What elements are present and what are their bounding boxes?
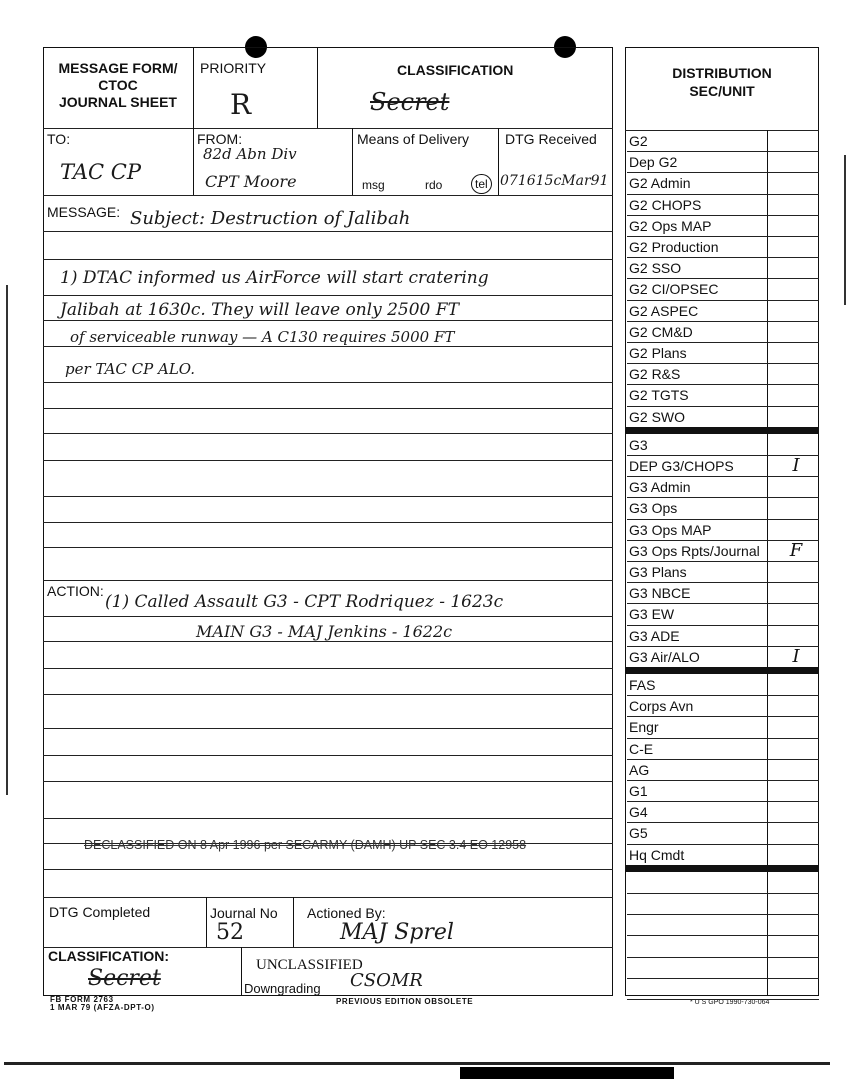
distribution-unit-name: G3 Ops Rpts/Journal — [629, 542, 760, 559]
distribution-unit-name: G2 Ops MAP — [629, 217, 712, 234]
classification-label: CLASSIFICATION — [397, 62, 514, 78]
distribution-unit-name: G2 Plans — [629, 345, 687, 361]
dtg-received-label: DTG Received — [505, 131, 597, 147]
from-label: FROM: — [197, 131, 243, 147]
distribution-row — [627, 647, 819, 668]
distribution-row — [627, 781, 819, 802]
action-label: ACTION: — [47, 583, 104, 599]
journal-no-value: 52 — [216, 920, 244, 945]
distribution-unit-name: G3 NBCE — [629, 585, 691, 602]
distribution-unit-name: G3 Plans — [629, 564, 687, 580]
dtg-completed-label: DTG Completed — [49, 904, 151, 920]
distribution-unit-name: Engr — [629, 719, 659, 736]
scan-edge-line — [4, 1062, 830, 1065]
distribution-row — [627, 152, 819, 173]
distribution-unit-name: FAS — [629, 677, 656, 693]
message-subject: Subject: Destruction of Jalibah — [130, 208, 411, 229]
dtg-received-value: 071615cMar91 — [500, 173, 609, 189]
distribution-unit-name: G3 EW — [629, 606, 675, 623]
distribution-row — [627, 173, 819, 194]
distribution-unit-name: G3 — [629, 436, 648, 453]
footer-classification-value: Secret — [88, 966, 161, 991]
action-line-2: MAIN G3 - MAJ Jenkins - 1622c — [196, 622, 453, 641]
distribution-unit-name: G3 Air/ALO — [629, 648, 700, 665]
distribution-row — [627, 604, 819, 625]
priority-value: R — [230, 88, 252, 121]
distribution-row — [627, 739, 819, 760]
message-line-1: 1) DTAC informed us AirForce will start cratering — [60, 268, 489, 288]
classification-value: Secret — [370, 88, 450, 116]
distribution-row — [627, 322, 819, 343]
distribution-row — [627, 301, 819, 322]
distribution-unit-name: Corps Avn — [629, 698, 694, 715]
to-label: TO: — [47, 131, 71, 147]
distribution-unit-name: G2 Admin — [629, 175, 691, 192]
form-number: FB FORM 2763 1 MAR 79 (AFZA-DPT-O) — [50, 995, 155, 1012]
means-option-rdo: rdo — [425, 178, 443, 192]
distribution-row — [627, 279, 819, 300]
distribution-unit-name: G2 R&S — [629, 366, 681, 383]
footer-classification-label: CLASSIFICATION: — [48, 948, 170, 964]
distribution-row — [627, 364, 819, 385]
scan-right-mark — [844, 155, 846, 305]
previous-edition-note: PREVIOUS EDITION OBSOLETE — [336, 997, 474, 1006]
scan-left-mark — [6, 285, 8, 795]
action-line-1: (1) Called Assault G3 - CPT Rodriquez - 1623c — [105, 592, 504, 612]
actioned-by-signature: MAJ Sprel — [340, 920, 454, 945]
distribution-group-divider — [625, 427, 819, 434]
distribution-row — [627, 541, 819, 562]
distribution-row — [627, 237, 819, 258]
distribution-unit-name: G2 Production — [629, 239, 719, 255]
distribution-unit-name: G2 SWO — [629, 408, 686, 425]
distribution-row — [627, 802, 819, 823]
distribution-unit-name: G2 CHOPS — [629, 196, 702, 213]
distribution-group-divider — [625, 865, 819, 872]
distribution-unit-name: G3 Ops MAP — [629, 521, 712, 538]
distribution-row — [627, 343, 819, 364]
from-value-name: CPT Moore — [205, 172, 297, 191]
distribution-row — [627, 258, 819, 279]
distribution-row — [627, 696, 819, 717]
distribution-unit-name: G2 CM&D — [629, 323, 693, 340]
distribution-row — [627, 873, 819, 894]
distribution-mark: F — [789, 539, 803, 561]
distribution-row — [627, 845, 819, 866]
distribution-row — [627, 385, 819, 406]
distribution-row — [627, 195, 819, 216]
distribution-unit-name: G2 ASPEC — [629, 302, 699, 319]
distribution-title: DISTRIBUTION SEC/UNIT — [672, 65, 772, 99]
distribution-row — [627, 894, 819, 915]
gpo-number: * U S GPO 1990-730-064 — [690, 999, 770, 1006]
distribution-unit-name: Dep G2 — [629, 154, 678, 171]
from-value-unit: 82d Abn Div — [203, 145, 297, 163]
distribution-unit-name: G4 — [629, 804, 648, 821]
distribution-row — [627, 456, 819, 477]
message-line-4: per TAC CP ALO. — [65, 360, 195, 378]
distribution-row — [627, 675, 819, 696]
distribution-unit-name: G2 CI/OPSEC — [629, 281, 719, 298]
distribution-row — [627, 823, 819, 844]
distribution-row — [627, 435, 819, 456]
journal-no-label: Journal No — [210, 905, 278, 921]
downgrading-label: Downgrading — [244, 981, 321, 996]
means-option-tel-circled: tel — [471, 174, 492, 194]
distribution-row — [627, 498, 819, 519]
distribution-unit-name: G3 Admin — [629, 479, 691, 496]
distribution-row — [627, 520, 819, 541]
distribution-row — [627, 583, 819, 604]
distribution-row — [627, 562, 819, 583]
downgrading-signature: CSOMR — [350, 970, 423, 991]
distribution-row — [627, 760, 819, 781]
distribution-row — [627, 958, 819, 979]
means-of-delivery-label: Means of Delivery — [357, 131, 470, 147]
distribution-row — [627, 936, 819, 957]
distribution-mark: I — [792, 455, 800, 476]
distribution-unit-name: G2 TGTS — [629, 387, 689, 404]
distribution-group-divider — [625, 667, 819, 674]
priority-label: PRIORITY — [200, 60, 267, 76]
distribution-unit-name: G3 ADE — [629, 627, 680, 644]
distribution-unit-name: Hq Cmdt — [629, 846, 685, 863]
distribution-row — [627, 717, 819, 738]
distribution-unit-name: C-E — [629, 740, 654, 757]
distribution-row — [627, 407, 819, 428]
actioned-by-label: Actioned By: — [307, 905, 386, 921]
unclassified-stamp: UNCLASSIFIED — [256, 957, 363, 973]
distribution-row — [627, 131, 819, 152]
form-title: MESSAGE FORM/ CTOC JOURNAL SHEET — [58, 60, 178, 110]
distribution-unit-name: G2 — [629, 133, 648, 149]
distribution-unit-name: G2 SSO — [629, 260, 682, 277]
distribution-row — [627, 979, 819, 1000]
scan-edge-bar — [460, 1067, 674, 1079]
message-line-3: of serviceable runway — A C130 requires 5000 FT — [70, 328, 455, 346]
distribution-unit-name: G5 — [629, 825, 648, 842]
distribution-mark: I — [792, 645, 800, 667]
distribution-unit-name: DEP G3/CHOPS — [629, 458, 734, 474]
to-value: TAC CP — [60, 160, 141, 184]
declassified-note: DECLASSIFIED ON 8 Apr 1996 per SECARMY (DAMH) UP SEC 3.4 EO 12958 — [84, 838, 527, 852]
distribution-unit-name: G1 — [629, 783, 648, 799]
distribution-row — [627, 477, 819, 498]
means-option-msg: msg — [362, 178, 385, 192]
distribution-unit-name: G3 Ops — [629, 500, 678, 517]
message-line-2: Jalibah at 1630c. They will leave only 2500 FT — [60, 300, 459, 320]
distribution-row — [627, 626, 819, 647]
message-label: MESSAGE: — [47, 204, 121, 220]
distribution-row — [627, 915, 819, 936]
distribution-unit-name: AG — [629, 761, 650, 778]
distribution-row — [627, 216, 819, 237]
